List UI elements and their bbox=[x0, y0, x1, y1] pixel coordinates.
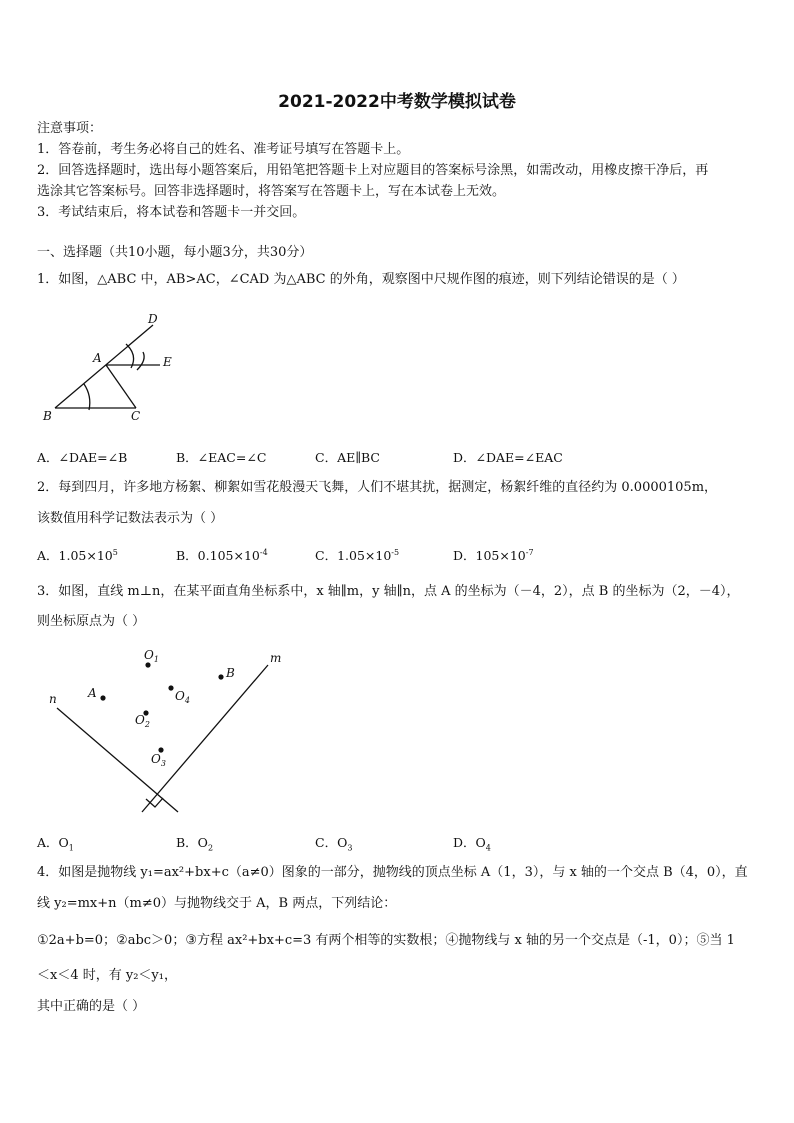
label-m: m bbox=[270, 651, 282, 665]
q3-option-c[interactable] bbox=[315, 833, 352, 853]
label-o2-sub: 2 bbox=[144, 720, 150, 729]
question-2-line-2: 该数值用科学记数法表示为（ ） bbox=[37, 511, 224, 526]
q1-option-a[interactable]: A．∠DAE=∠B bbox=[37, 450, 128, 465]
q2-option-d-label: D．105×10 bbox=[453, 548, 526, 563]
q3-option-d-label: D．O bbox=[453, 835, 486, 850]
q3-option-a-sub: 1 bbox=[68, 843, 74, 853]
q2-option-b-label: B．0.105×10 bbox=[176, 548, 260, 563]
point-a bbox=[100, 695, 105, 700]
label-o4-sub: 4 bbox=[184, 696, 190, 705]
label-o1 bbox=[144, 648, 159, 664]
q2-option-a-exp: 5 bbox=[112, 547, 118, 557]
q3-option-c-label: C．O bbox=[315, 835, 348, 850]
page-title: 2021-2022中考数学模拟试卷 bbox=[278, 92, 516, 112]
question-4-line-5: 其中正确的是（ ） bbox=[37, 999, 146, 1014]
notice-item-2: 2．回答选择题时，选出每小题答案后，用铅笔把答题卡上对应题目的答案标号涂黑，如需改动，用橡皮擦干净后，再 bbox=[37, 163, 709, 178]
q2-option-c-label: C．1.05×10 bbox=[315, 548, 392, 563]
label-o1-letter: O bbox=[144, 648, 154, 662]
notice-item-2-cont: 选涂其它答案标号。回答非选择题时，将答案写在答题卡上，写在本试卷上无效。 bbox=[37, 184, 506, 199]
q2-option-c-exp: -5 bbox=[391, 547, 400, 557]
label-c: C bbox=[131, 409, 141, 423]
notice-heading: 注意事项： bbox=[37, 121, 103, 136]
label-o3 bbox=[151, 752, 166, 768]
q2-option-b-exp: -4 bbox=[259, 547, 268, 557]
q3-option-d[interactable] bbox=[453, 833, 491, 853]
q3-option-d-sub: 4 bbox=[485, 843, 491, 853]
label-n: n bbox=[49, 692, 57, 706]
question-4-line-1: 4．如图是抛物线 y₁=ax²+bx+c（a≠0）图象的一部分，抛物线的顶点坐标 A（1，3），与 x 轴的一个交点 B（4，0），直 bbox=[37, 865, 748, 880]
q3-option-b-label: B．O bbox=[176, 835, 208, 850]
question-1-text: 1．如图，△ABC 中，AB>AC，∠CAD 为△ABC 的外角，观察图中尺规作图的痕迹，则下列结论错误的是（ ） bbox=[37, 272, 685, 287]
question-3-line-1: 3．如图，直线 m⊥n，在某平面直角坐标系中，x 轴∥m，y 轴∥n，点 A 的坐标为（－4，2），点 B 的坐标为（2，－4）， bbox=[37, 584, 740, 599]
label-b: B bbox=[43, 409, 52, 423]
line-m bbox=[142, 665, 268, 812]
label-o1-sub: 1 bbox=[153, 655, 159, 664]
question-3-line-2: 则坐标原点为（ ） bbox=[37, 614, 146, 629]
label-o4-letter: O bbox=[175, 689, 185, 703]
q3-option-b[interactable] bbox=[176, 833, 213, 853]
label-b: B bbox=[226, 666, 235, 680]
q3-option-a-label: A．O bbox=[37, 835, 69, 850]
label-o3-letter: O bbox=[151, 752, 161, 766]
label-d: D bbox=[148, 312, 158, 326]
question-4-line-2: 线 y₂=mx+n（m≠0）与抛物线交于 A，B 两点，下列结论： bbox=[37, 896, 397, 911]
label-o2 bbox=[135, 713, 150, 729]
q2-option-d-exp: -7 bbox=[525, 547, 534, 557]
question-4-line-4: ＜x＜4 时，有 y₂＜y₁， bbox=[37, 968, 177, 983]
question-4-line-3: ①2a+b=0；②abc＞0；③方程 ax²+bx+c=3 有两个相等的实数根；④抛物线与 x 轴的另一个交点是（-1，0）；⑤当 1 bbox=[37, 933, 735, 948]
q2-option-a-label: A．1.05×10 bbox=[37, 548, 113, 563]
point-o4 bbox=[168, 685, 173, 690]
section-heading: 一、选择题（共10小题，每小题3分，共30分） bbox=[37, 245, 313, 260]
label-a: A bbox=[88, 686, 97, 700]
label-e: E bbox=[163, 355, 172, 369]
point-o1 bbox=[145, 662, 150, 667]
q3-option-c-sub: 3 bbox=[347, 843, 353, 853]
q3-option-a[interactable] bbox=[37, 833, 74, 853]
q1-option-d[interactable]: D．∠DAE=∠EAC bbox=[453, 450, 563, 465]
q1-option-c[interactable]: C．AE∥BC bbox=[315, 450, 380, 465]
label-o2-letter: O bbox=[135, 713, 145, 727]
q1-option-b[interactable]: B．∠EAC=∠C bbox=[176, 450, 267, 465]
notice-item-3: 3．考试结束后，将本试卷和答题卡一并交回。 bbox=[37, 205, 306, 220]
question-2-line-1: 2．每到四月，许多地方杨絮、柳絮如雪花般漫天飞舞，人们不堪其扰，据测定，杨絮纤维的直径约为 0.0000105m， bbox=[37, 480, 718, 495]
label-o3-sub: 3 bbox=[160, 759, 166, 768]
point-b bbox=[218, 674, 223, 679]
label-o4 bbox=[175, 689, 190, 705]
right-angle-mark bbox=[146, 798, 163, 807]
q3-option-b-sub: 2 bbox=[207, 843, 214, 853]
label-a: A bbox=[93, 351, 102, 365]
notice-item-1: 1．答卷前，考生务必将自己的姓名、准考证号填写在答题卡上。 bbox=[37, 142, 410, 157]
